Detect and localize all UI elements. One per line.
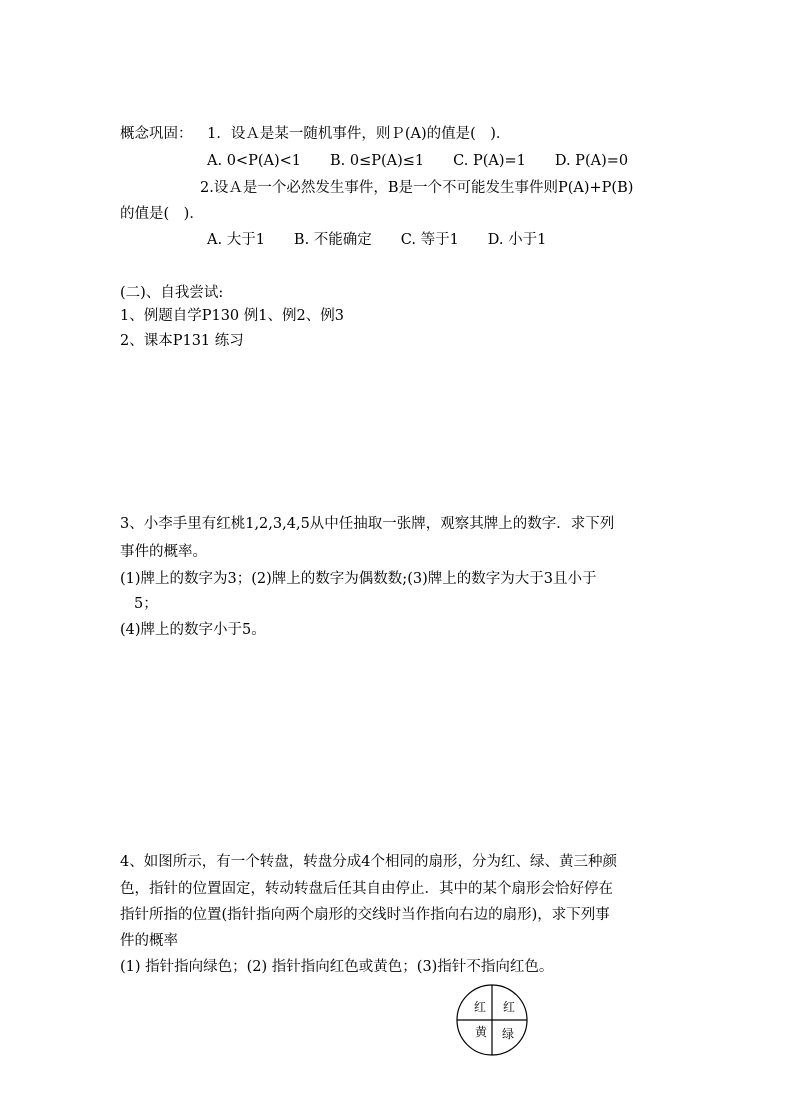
wheel-sector-top-left: 红 xyxy=(473,1000,487,1014)
spinner-wheel-diagram xyxy=(456,984,528,1056)
problem3-line-1: 3、小李手里有红桃1,2,3,4,5从中任抽取一张牌，观察其牌上的数字．求下列 xyxy=(120,516,615,532)
section2-item-1: 1、例题自学P130 例1、例2、例3 xyxy=(120,308,344,324)
wheel-sector-bottom-left: 黄 xyxy=(474,1025,488,1039)
concept-q2-options: A. 大于1 B. 不能确定 C. 等于1 D. 小于1 xyxy=(207,232,547,248)
concept-q1-line xyxy=(120,125,510,143)
problem3-line-5: (4)牌上的数字小于5。 xyxy=(120,622,266,638)
concept-q2-stem: 2.设Ａ是一个必然发生事件，B是一个不可能发生事件则P(A)+P(B) xyxy=(200,180,634,196)
wheel-sector-top-right: 红 xyxy=(502,1000,516,1014)
concept-heading: 概念巩固： xyxy=(120,126,193,142)
problem4-line-4: 件的概率 xyxy=(120,933,178,949)
problem4-line-1: 4、如图所示，有一个转盘，转盘分成4个相同的扇形，分为红、绿、黄三种颜 xyxy=(120,854,617,870)
problem3-line-4: 5； xyxy=(134,596,158,612)
section2-heading: (二)、自我尝试: xyxy=(120,285,224,301)
problem3-line-3: (1)牌上的数字为3；(2)牌上的数字为偶数数;(3)牌上的数字为大于3且小于 xyxy=(120,571,597,587)
concept-q2-stem-cont: 的值是( )． xyxy=(120,206,204,222)
concept-q1-options: A. 0<P(A)<1 B. 0≤P(A)≤1 C. P(A)=1 D. P(A)=0 xyxy=(207,153,629,169)
problem3-line-2: 事件的概率。 xyxy=(120,544,207,560)
problem4-line-5: (1) 指针指向绿色；(2) 指针指向红色或黄色；(3)指针不指向红色。 xyxy=(120,959,554,975)
problem4-line-3: 指针所指的位置(指针指向两个扇形的交线时当作指向右边的扇形)，求下列事 xyxy=(120,907,610,923)
concept-q1-stem: 1．设Ａ是某一随机事件，则Ｐ(A)的值是( )． xyxy=(207,126,511,142)
problem4-line-2: 色，指针的位置固定，转动转盘后任其自由停止．其中的某个扇形会恰好停在 xyxy=(120,881,613,897)
section2-item-2: 2、课本P131 练习 xyxy=(120,333,244,349)
wheel-sector-bottom-right: 绿 xyxy=(501,1027,515,1041)
